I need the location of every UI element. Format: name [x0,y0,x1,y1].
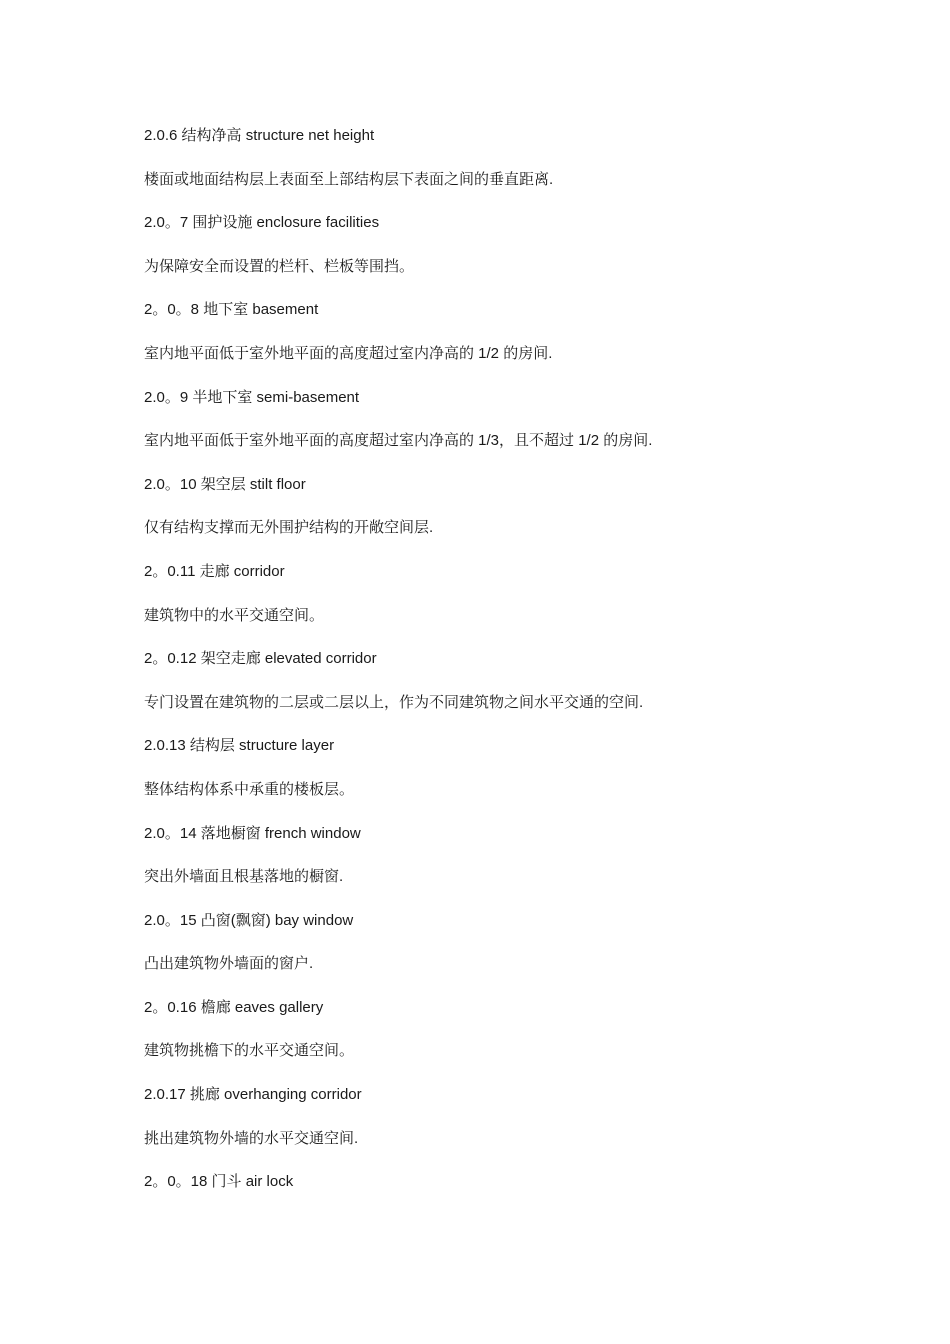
term-definition: 专门设置在建筑物的二层或二层以上，作为不同建筑物之间水平交通的空间. [144,693,644,711]
term-definition: 为保障安全而设置的栏杆、栏板等围挡。 [144,257,415,275]
term-heading-2-0-10: 2.0。10 架空层 stilt floor [144,475,306,493]
term-definition: 仅有结构支撑而无外围护结构的开敞空间层. [144,519,434,537]
term-heading-2-0-8: 2。0。8 地下室 basement [144,301,319,319]
term-heading-2-0-13: 2.0.13 结构层 structure layer [144,737,335,755]
term-definition: 突出外墙面且根基落地的橱窗. [144,868,344,886]
term-definition: 建筑物中的水平交通空间。 [144,606,325,624]
term-definition: 室内地平面低于室外地平面的高度超过室内净高的 1/3，且不超过 1/2 的房间. [144,432,653,450]
term-heading-2-0-15: 2.0。15 凸窗(飘窗) bay window [144,911,354,929]
term-definition: 楼面或地面结构层上表面至上部结构层下表面之间的垂直距离. [144,170,554,188]
term-definition: 室内地平面低于室外地平面的高度超过室内净高的 1/2 的房间. [144,344,553,362]
term-heading-2-0-12: 2。0.12 架空走廊 elevated corridor [144,650,377,668]
term-heading-2-0-18: 2。0。18 门斗 air lock [144,1173,294,1191]
term-definition: 建筑物挑檐下的水平交通空间。 [144,1042,355,1060]
term-heading-2-0-17: 2.0.17 挑廊 overhanging corridor [144,1086,362,1104]
term-heading-2-0-7: 2.0。7 围护设施 enclosure facilities [144,214,380,232]
term-heading-2-0-9: 2.0。9 半地下室 semi-basement [144,388,360,406]
term-definition: 挑出建筑物外墙的水平交通空间. [144,1129,359,1147]
document-body [144,124,824,1214]
term-heading-2-0-6: 2.0.6 结构净高 structure net height [144,127,375,144]
term-definition: 凸出建筑物外墙面的窗户. [144,955,314,973]
term-heading-2-0-16: 2。0.16 檐廊 eaves gallery [144,998,324,1016]
term-heading-2-0-11: 2。0.11 走廊 corridor [144,562,285,580]
term-definition: 整体结构体系中承重的楼板层。 [144,780,355,798]
term-heading-2-0-14: 2.0。14 落地橱窗 french window [144,824,361,842]
